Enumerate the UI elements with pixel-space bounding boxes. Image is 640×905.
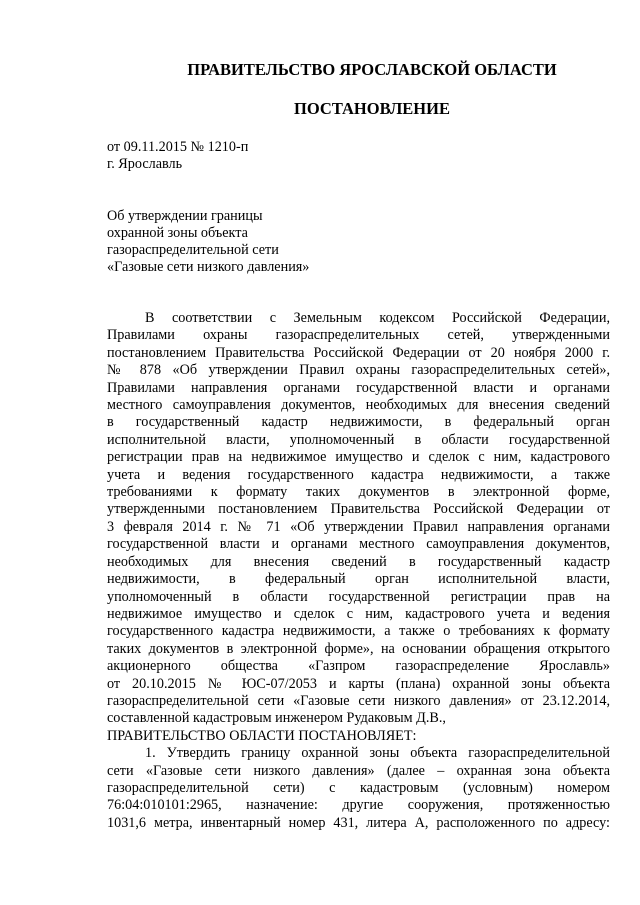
body-line: учета и ведения государственного кадастра недвижимости, а также: [107, 466, 610, 483]
government-title: ПРАВИТЕЛЬСТВО ЯРОСЛАВСКОЙ ОБЛАСТИ: [187, 60, 557, 79]
body-line: 3 февраля 2014 г. № 71 «Об утверждении Правил направления органами: [107, 518, 610, 535]
body-line: Правилами направления органами государственной власти и органами: [107, 379, 610, 396]
body-line: регистрации прав на недвижимое имущество и сделок с ним, кадастрового: [107, 449, 610, 466]
body-line: 1. Утвердить границу охранной зоны объекта газораспределительной: [145, 745, 610, 762]
subject-line: Об утверждении границы: [107, 208, 263, 224]
body-line: сети «Газовые сети низкого давления» (далее – охранная зона объекта: [107, 762, 610, 779]
body-line: недвижимости, в федеральный орган исполнительной власти,: [107, 571, 610, 588]
body-line: требованиями к формату таких документов в электронной форме,: [107, 484, 610, 501]
body-line: утвержденными постановлением Правительства Российской Федерации от: [107, 501, 610, 518]
city: г. Ярославль: [107, 156, 183, 172]
body-line: уполномоченный в области государственной регистрации прав на: [107, 588, 610, 605]
body-line: в государственный кадастр недвижимости, в федеральный орган: [107, 414, 610, 431]
body-line: от 20.10.2015 № ЮС-07/2053 и карты (плана) охранной зоны объекта: [107, 675, 610, 692]
body-line: государственной власти и органами местного самоуправления документов,: [107, 536, 610, 553]
body-line: газораспределительной сети «Газовые сети низкого давления» от 23.12.2014,: [107, 692, 610, 709]
body-line: В соответствии с Земельным кодексом Российской Федерации,: [145, 310, 610, 326]
subject-line: газораспределительной сети: [107, 242, 279, 258]
document-type: ПОСТАНОВЛЕНИЕ: [294, 99, 450, 118]
body-line: таких документов в электронной форме», на основании обращения открытого: [107, 640, 610, 657]
body-line: исполнительной власти, уполномоченный в области государственной: [107, 431, 610, 448]
body-line: 76:04:010101:2965, назначение: другие сооружения, протяженностью: [107, 797, 610, 814]
body-line: недвижимое имущество и сделок с ним, кадастрового учета и ведения: [107, 605, 610, 622]
body-line: газораспределительной сети) с кадастровым (условным) номером: [107, 779, 610, 796]
body-line: государственного кадастра недвижимости, а также о требованиях к формату: [107, 623, 610, 640]
document-subject: [107, 208, 309, 276]
date-number: от 09.11.2015 № 1210-п: [107, 139, 249, 155]
document-meta: [107, 139, 248, 173]
subject-line: охранной зоны объекта: [107, 225, 248, 241]
body-line: № 878 «Об утверждении Правил охраны газораспределительных сетей»,: [107, 362, 610, 379]
body-line: местного самоуправления документов, необходимых для внесения сведений: [107, 397, 610, 414]
body-line: Правилами охраны газораспределительных сетей, утвержденными: [107, 327, 610, 344]
body-line: 1031,6 метра, инвентарный номер 431, литера А, расположенного по адресу:: [107, 814, 610, 831]
decree-phrase: ПРАВИТЕЛЬСТВО ОБЛАСТИ ПОСТАНОВЛЯЕТ:: [107, 727, 417, 744]
body-line: акционерного общества «Газпром газораспределение Ярославль»: [107, 658, 610, 675]
subject-line: «Газовые сети низкого давления»: [107, 259, 310, 275]
body-line: постановлением Правительства Российской Федерации от 20 ноября 2000 г.: [107, 344, 610, 361]
document-body: [107, 310, 610, 832]
body-line: составленной кадастровым инженером Рудаковым Д.В.,: [107, 710, 446, 727]
body-line: необходимых для внесения сведений в государственный кадастр: [107, 553, 610, 570]
